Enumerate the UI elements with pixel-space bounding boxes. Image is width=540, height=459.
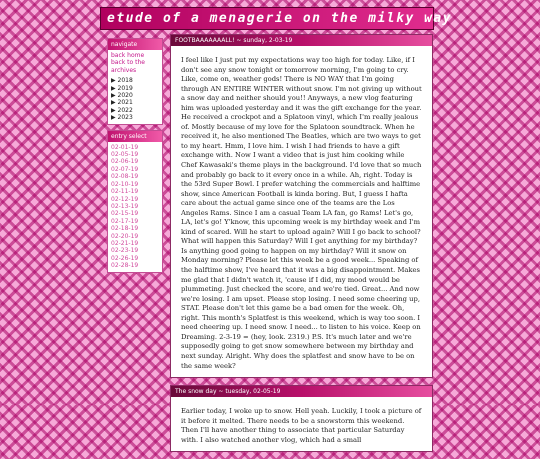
entry-link[interactable]: 02-13-19 xyxy=(111,202,139,210)
entry-link[interactable]: 02-10-19 xyxy=(111,180,139,188)
post-body: Earlier today, I woke up to snow. Hell yeah. Luckily, I took a picture of it before it melted. There needs to be a snowstorm this weekend. Then I'll have another thing to associate that particular Saturday with. I also watched another vlog, which had a small xyxy=(181,407,422,444)
main-content xyxy=(170,34,433,459)
entry-link[interactable]: 02-23-19 xyxy=(111,247,139,255)
entry-select-title: entry select xyxy=(108,131,162,142)
entry-link[interactable]: 02-26-19 xyxy=(111,254,139,262)
year-toggle-2020[interactable]: ▶ 2020 xyxy=(111,92,133,100)
entry-link[interactable]: 02-11-19 xyxy=(111,188,139,196)
post-title: FOOTBAAAAAAALL! ~ sunday, 2-03-19 xyxy=(171,35,432,46)
entry-link[interactable]: 02-17-19 xyxy=(111,217,139,225)
site-title: etude of a menagerie on the milky way xyxy=(107,11,453,26)
year-toggle-2018[interactable]: ▶ 2018 xyxy=(111,77,133,85)
year-toggle-2019[interactable]: ▶ 2019 xyxy=(111,84,133,92)
year-toggle-2021[interactable]: ▶ 2021 xyxy=(111,99,133,107)
entry-link[interactable]: 02-15-19 xyxy=(111,210,139,218)
archives-link[interactable]: back to the archives xyxy=(111,59,145,74)
blog-post xyxy=(170,34,433,378)
navigate-box xyxy=(107,38,163,125)
entry-link[interactable]: 02-21-19 xyxy=(111,239,139,247)
entry-link[interactable]: 02-20-19 xyxy=(111,232,139,240)
entry-link[interactable]: 02-12-19 xyxy=(111,195,139,203)
entry-link[interactable]: 02-18-19 xyxy=(111,225,139,233)
entry-link[interactable]: 02-07-19 xyxy=(111,165,139,173)
entry-link[interactable]: 02-06-19 xyxy=(111,158,139,166)
year-toggle-2022[interactable]: ▶ 2022 xyxy=(111,106,133,114)
entry-link[interactable]: 02-08-19 xyxy=(111,173,139,181)
site-header xyxy=(100,7,453,30)
blog-post xyxy=(170,385,433,452)
entry-link[interactable]: 02-01-19 xyxy=(111,143,139,151)
post-title: The snow day ~ tuesday, 02-05-19 xyxy=(171,386,432,397)
entry-select-box xyxy=(107,130,163,273)
sidebar xyxy=(107,38,163,278)
entry-link[interactable]: 02-05-19 xyxy=(111,151,139,159)
entry-link[interactable]: 02-28-19 xyxy=(111,262,139,270)
navigate-title: navigate xyxy=(108,39,162,50)
year-toggle-2023[interactable]: ▶ 2023 xyxy=(111,114,133,122)
back-home-link[interactable]: back home xyxy=(111,52,145,59)
post-body: I feel like I just put my expectations way too high for today. Like, if I don't see any snow tonight or tomorrow morning, I'm going to cry. Like, come on, weather gods! There is NO WAY that I'm going through AN ENTIRE WINTER without snow. I'm not giving up without a snow day and neither should you!! Anyways, a new vlog featuring him was uploaded yesterday and it was the gift exchange for the year. He received a crockpot and a Splatoon vinyl, which I'm really jealous of. Mostly because of my love for the Splatoon soundtrack. When he received it, he also mentioned The Beatles, which are two ways to get to my heart. Hmm, I love him. I wish I had friends to have a gift exchange with. Now I want a video that is just him cooking while Chef Kawasaki's theme plays in the background. I'd love that so much and probably go back to it every once in a while. Ah, right. Today is the 53rd Super Bowl. I prefer watching the commercials and halftime show, since American Football is kinda boring. But, I guess I hafta care about the actual game since one of the teams are the Los Angeles Rams. Since I am a casual Team LA fan, go Rams! Let's go, LA, let's go! Y'know, this upcoming week is my birthday week and I'm kind of scared. Will he start to upload again? Will I go back to school? What will happen this Saturday? Will I get anything for my birthday? Is anything good going to happen on my birthday? Will it snow on Monday morning? Please let this week be a good week... Speaking of the halftime show, I've heard that it was a big disappointment. Makes me glad that I didn't watch it, 'cause if I did, my mood would be plummeting. Just checked the score, and we're tied. Great... And now we're losing. I am upset. Please stop losing. I need some cheering up, STAT. Please don't let this game be a bad omen for the week. Oh, right. This month's Splatfest is this weekend, which is way too soon. I need cheering up. I need snow. I need... to listen to his voice. Keep on Dreaming. 2-3-19 = (hey, look. 2319.) P.S. It's much later and we're supposedly going to get snow somewhere between my birthday and next sunday. Alright. Why does the splatfest and snow have to be on the same week? xyxy=(181,56,422,370)
